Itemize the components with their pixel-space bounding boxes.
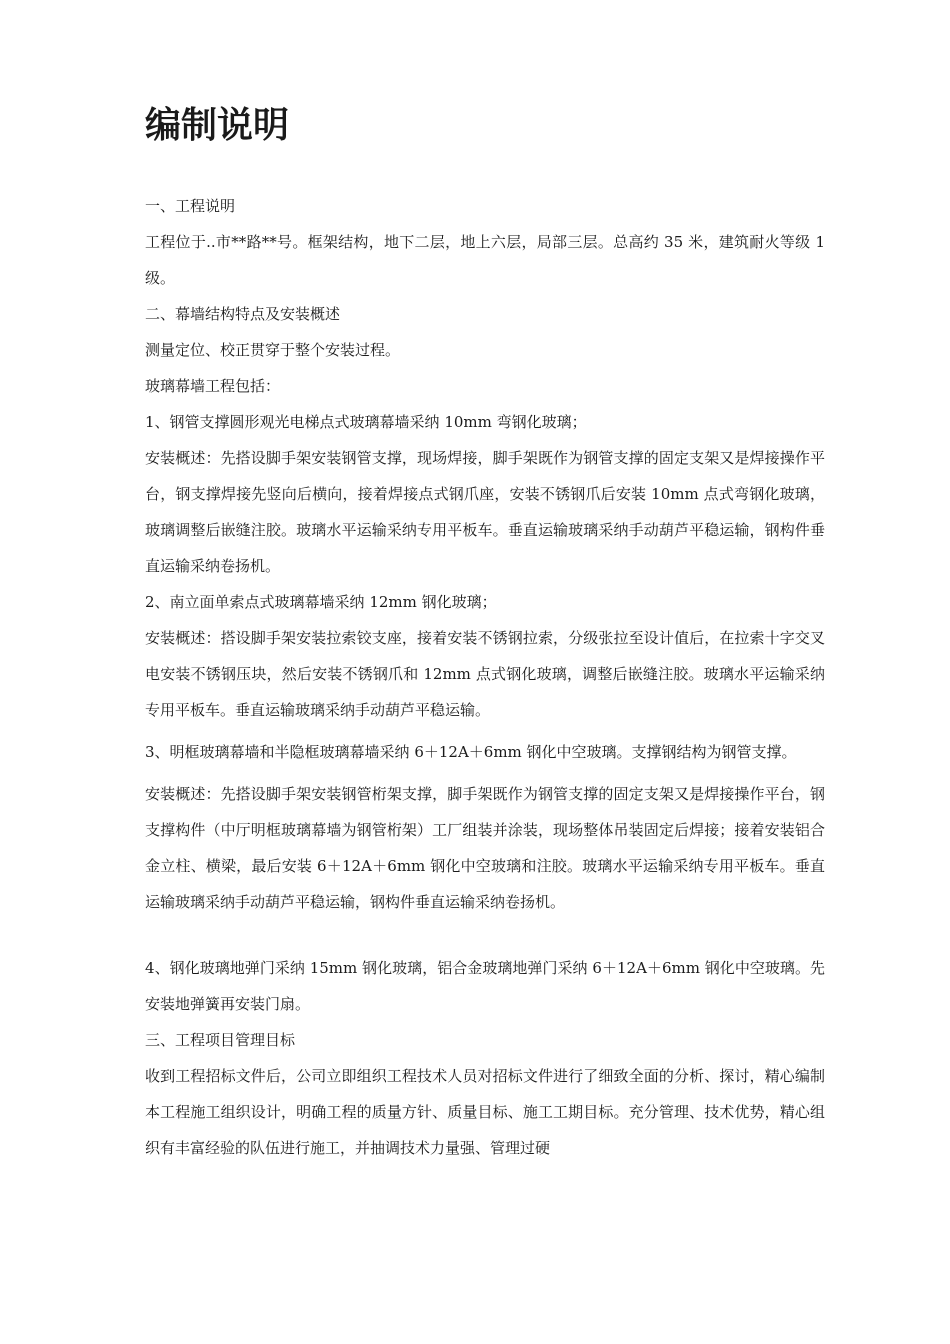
document-title: 编制说明 — [145, 105, 290, 146]
list-item-3: 3、明框玻璃幕墙和半隐框玻璃幕墙采纳 6＋12A＋6mm 钢化中空玻璃。支撑钢结构为钢管支撑。 — [145, 743, 797, 761]
paragraph-management-goals: 收到工程招标文件后，公司立即组织工程技术人员对招标文件进行了细致全面的分析、探讨，精心编制本工程施工组织设计，明确工程的质量方针、质量目标、施工工期目标。充分管理、技术优势，精心组织有丰富经验的队伍进行施工，并抽调技术力量强、管理过硬 — [145, 1067, 825, 1157]
section-heading-3: 三、工程项目管理目标 — [145, 1031, 296, 1049]
list-item-1: 1、钢管支撑圆形观光电梯点式玻璃幕墙采纳 10mm 弯钢化玻璃； — [145, 413, 587, 431]
paragraph-install-overview-3: 安装概述：先搭设脚手架安装钢管桁架支撑，脚手架既作为钢管支撑的固定支架又是焊接操作平台，钢支撑构件（中厅明框玻璃幕墙为钢管桁架）工厂组装并涂装，现场整体吊装固定后焊接；接着安装铝合金立柱、横梁，最后安装 6＋12A＋6mm 钢化中空玻璃和注胶。玻璃水平运输采纳专用平板车。垂直运输玻璃采纳手动葫芦平稳运输，钢构件垂直运输采纳卷扬机。 — [145, 785, 825, 911]
section-heading-1: 一、工程说明 — [145, 197, 236, 215]
paragraph-install-overview-1: 安装概述：先搭设脚手架安装钢管支撑，现场焊接，脚手架既作为钢管支撑的固定支架又是焊接操作平台，钢支撑焊接先竖向后横向，接着焊接点式钢爪座，安装不锈钢爪后安装 10mm 点式弯钢化玻璃，玻璃调整后嵌缝注胶。玻璃水平运输采纳专用平板车。垂直运输玻璃采纳手动葫芦平稳运输，钢构件垂直运输采纳卷扬机。 — [145, 449, 825, 575]
document-body — [145, 194, 825, 1166]
section-heading-2: 二、幕墙结构特点及安装概述 — [145, 305, 341, 323]
paragraph-project-description: 工程位于..市**路**号。框架结构，地下二层，地上六层，局部三层。总高约 35 米，建筑耐火等级 1 级。 — [145, 233, 825, 287]
paragraph-install-overview-2: 安装概述：搭设脚手架安装拉索铰支座，接着安装不锈钢拉索，分级张拉至设计值后，在拉索十字交叉电安装不锈钢压块，然后安装不锈钢爪和 12mm 点式钢化玻璃，调整后嵌缝注胶。玻璃水平运输采纳专用平板车。垂直运输玻璃采纳手动葫芦平稳运输。 — [145, 629, 825, 719]
paragraph-measurement: 测量定位、校正贯穿于整个安装过程。 — [145, 341, 401, 359]
paragraph-scope-intro: 玻璃幕墙工程包括： — [145, 377, 281, 395]
list-item-2: 2、南立面单索点式玻璃幕墙采纳 12mm 钢化玻璃； — [145, 593, 497, 611]
list-item-4: 4、钢化玻璃地弹门采纳 15mm 钢化玻璃，铝合金玻璃地弹门采纳 6＋12A＋6mm 钢化中空玻璃。先安装地弹簧再安装门扇。 — [145, 959, 825, 1013]
